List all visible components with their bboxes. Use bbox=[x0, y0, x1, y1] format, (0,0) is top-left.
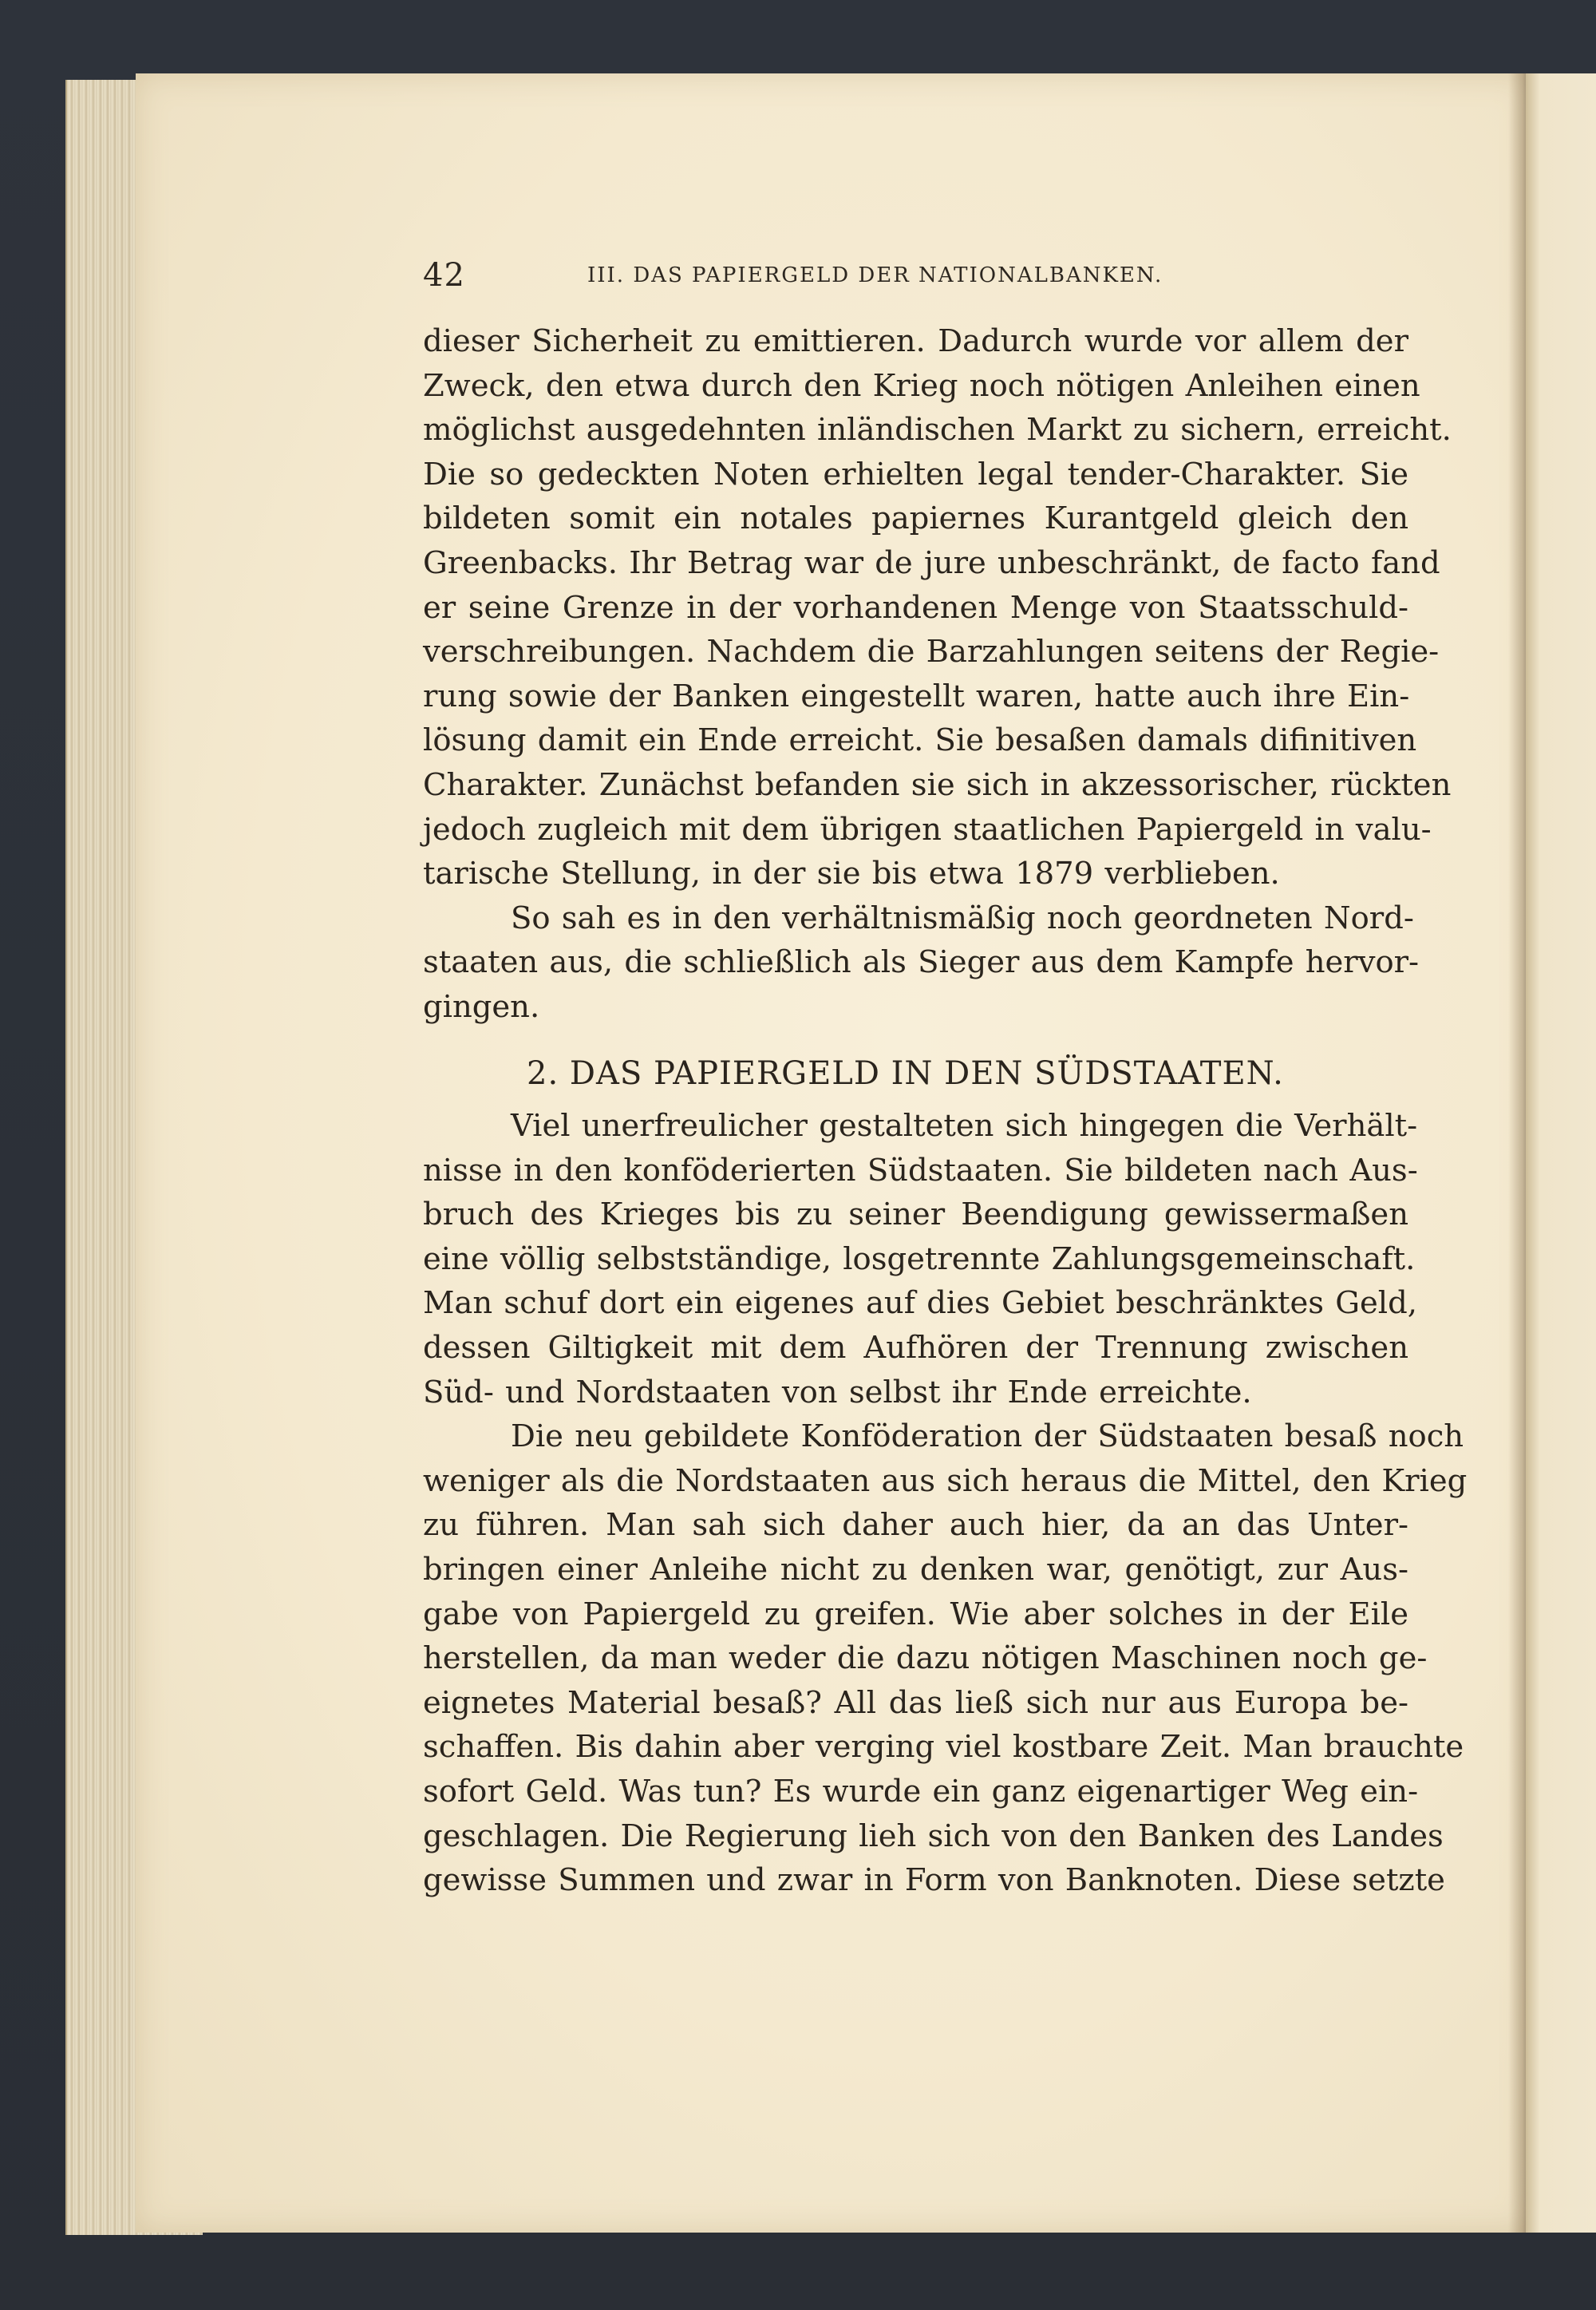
text-line: Greenbacks. Ihr Betrag war de jure unbeschränkt, de facto fand bbox=[423, 544, 1440, 581]
text-line: gewisse Summen und zwar in Form von Banknoten. Diese setzte bbox=[423, 1862, 1445, 1899]
text-line: Zweck, den etwa durch den Krieg noch nötigen Anleihen einen bbox=[423, 367, 1420, 404]
facing-page-edge bbox=[1526, 73, 1596, 2233]
paragraph-4 bbox=[423, 1414, 1468, 1903]
text-line: nisse in den konföderierten Südstaaten. Sie bildeten nach Aus- bbox=[423, 1152, 1418, 1189]
text-line: er seine Grenze in der vorhandenen Menge von Staatsschuld- bbox=[423, 589, 1408, 626]
text-line: dessen Giltigkeit mit dem Aufhören der Trennung zwischen bbox=[423, 1330, 1408, 1367]
text-line: eignetes Material besaß? All das ließ sich nur aus Europa be- bbox=[423, 1684, 1408, 1721]
paragraph-2 bbox=[423, 896, 1420, 1030]
text-line: dieser Sicherheit zu emittieren. Dadurch wurde vor allem der bbox=[423, 323, 1408, 359]
text-line: tarische Stellung, in der sie bis etwa 1879 verblieben. bbox=[423, 856, 1280, 892]
text-line: gingen. bbox=[423, 988, 540, 1025]
body-text bbox=[423, 319, 1468, 1903]
text-line: herstellen, da man weder die dazu nötigen Maschinen noch ge- bbox=[423, 1640, 1428, 1677]
text-line: Süd- und Nordstaaten von selbst ihr Ende erreichte. bbox=[423, 1374, 1252, 1410]
page-header bbox=[423, 257, 1420, 297]
paragraph-1 bbox=[423, 319, 1452, 896]
text-line: sofort Geld. Was tun? Es wurde ein ganz eigenartiger Weg ein- bbox=[423, 1774, 1419, 1810]
text-line: Man schuf dort ein eigenes auf dies Gebiet beschränktes Geld, bbox=[423, 1285, 1417, 1322]
text-line: Viel unerfreulicher gestalteten sich hingegen die Verhält- bbox=[511, 1108, 1418, 1145]
text-line: Die so gedeckten Noten erhielten legal tender-Charakter. Sie bbox=[423, 456, 1408, 492]
text-line: möglichst ausgedehnten inländischen Markt zu sichern, erreicht. bbox=[423, 412, 1452, 449]
text-line: staaten aus, die schließlich als Sieger aus dem Kampfe hervor- bbox=[423, 944, 1420, 981]
text-line: bildeten somit ein notales papiernes Kurantgeld gleich den bbox=[423, 500, 1408, 537]
text-line: bringen einer Anleihe nicht zu denken war, genötigt, zur Aus- bbox=[423, 1552, 1408, 1588]
text-line: eine völlig selbstständige, losgetrennte Zahlungsgemeinschaft. bbox=[423, 1240, 1416, 1277]
section-heading: 2. DAS PAPIERGELD IN DEN SÜDSTAATEN. bbox=[527, 1054, 1284, 1092]
text-line: gabe von Papiergeld zu greifen. Wie aber solches in der Eile bbox=[423, 1596, 1408, 1632]
text-line: schaffen. Bis dahin aber verging viel kostbare Zeit. Man brauchte bbox=[423, 1729, 1464, 1766]
text-line: Die neu gebildete Konföderation der Südstaaten besaß noch bbox=[511, 1418, 1464, 1455]
text-line: Charakter. Zunächst befanden sie sich in akzessorischer, rückten bbox=[423, 766, 1452, 803]
text-line: zu führen. Man sah sich daher auch hier, da an das Unter- bbox=[423, 1507, 1408, 1544]
text-line: weniger als die Nordstaaten aus sich heraus die Mittel, den Krieg bbox=[423, 1462, 1468, 1499]
running-head: III. DAS PAPIERGELD DER NATIONALBANKEN. bbox=[587, 263, 1163, 287]
page-number: 42 bbox=[423, 257, 465, 294]
text-line: jedoch zugleich mit dem übrigen staatlichen Papiergeld in valu- bbox=[423, 811, 1432, 848]
text-line: lösung damit ein Ende erreicht. Sie besaßen damals difinitiven bbox=[423, 722, 1417, 759]
text-line: So sah es in den verhältnismäßig noch geordneten Nord- bbox=[511, 900, 1414, 936]
text-line: geschlagen. Die Regierung lieh sich von den Banken des Landes bbox=[423, 1818, 1444, 1854]
text-line: bruch des Krieges bis zu seiner Beendigung gewissermaßen bbox=[423, 1197, 1408, 1233]
paragraph-3 bbox=[423, 1104, 1418, 1414]
text-line: verschreibungen. Nachdem die Barzahlungen seitens der Regie- bbox=[423, 634, 1440, 670]
text-line: rung sowie der Banken eingestellt waren, hatte auch ihre Ein- bbox=[423, 678, 1410, 714]
